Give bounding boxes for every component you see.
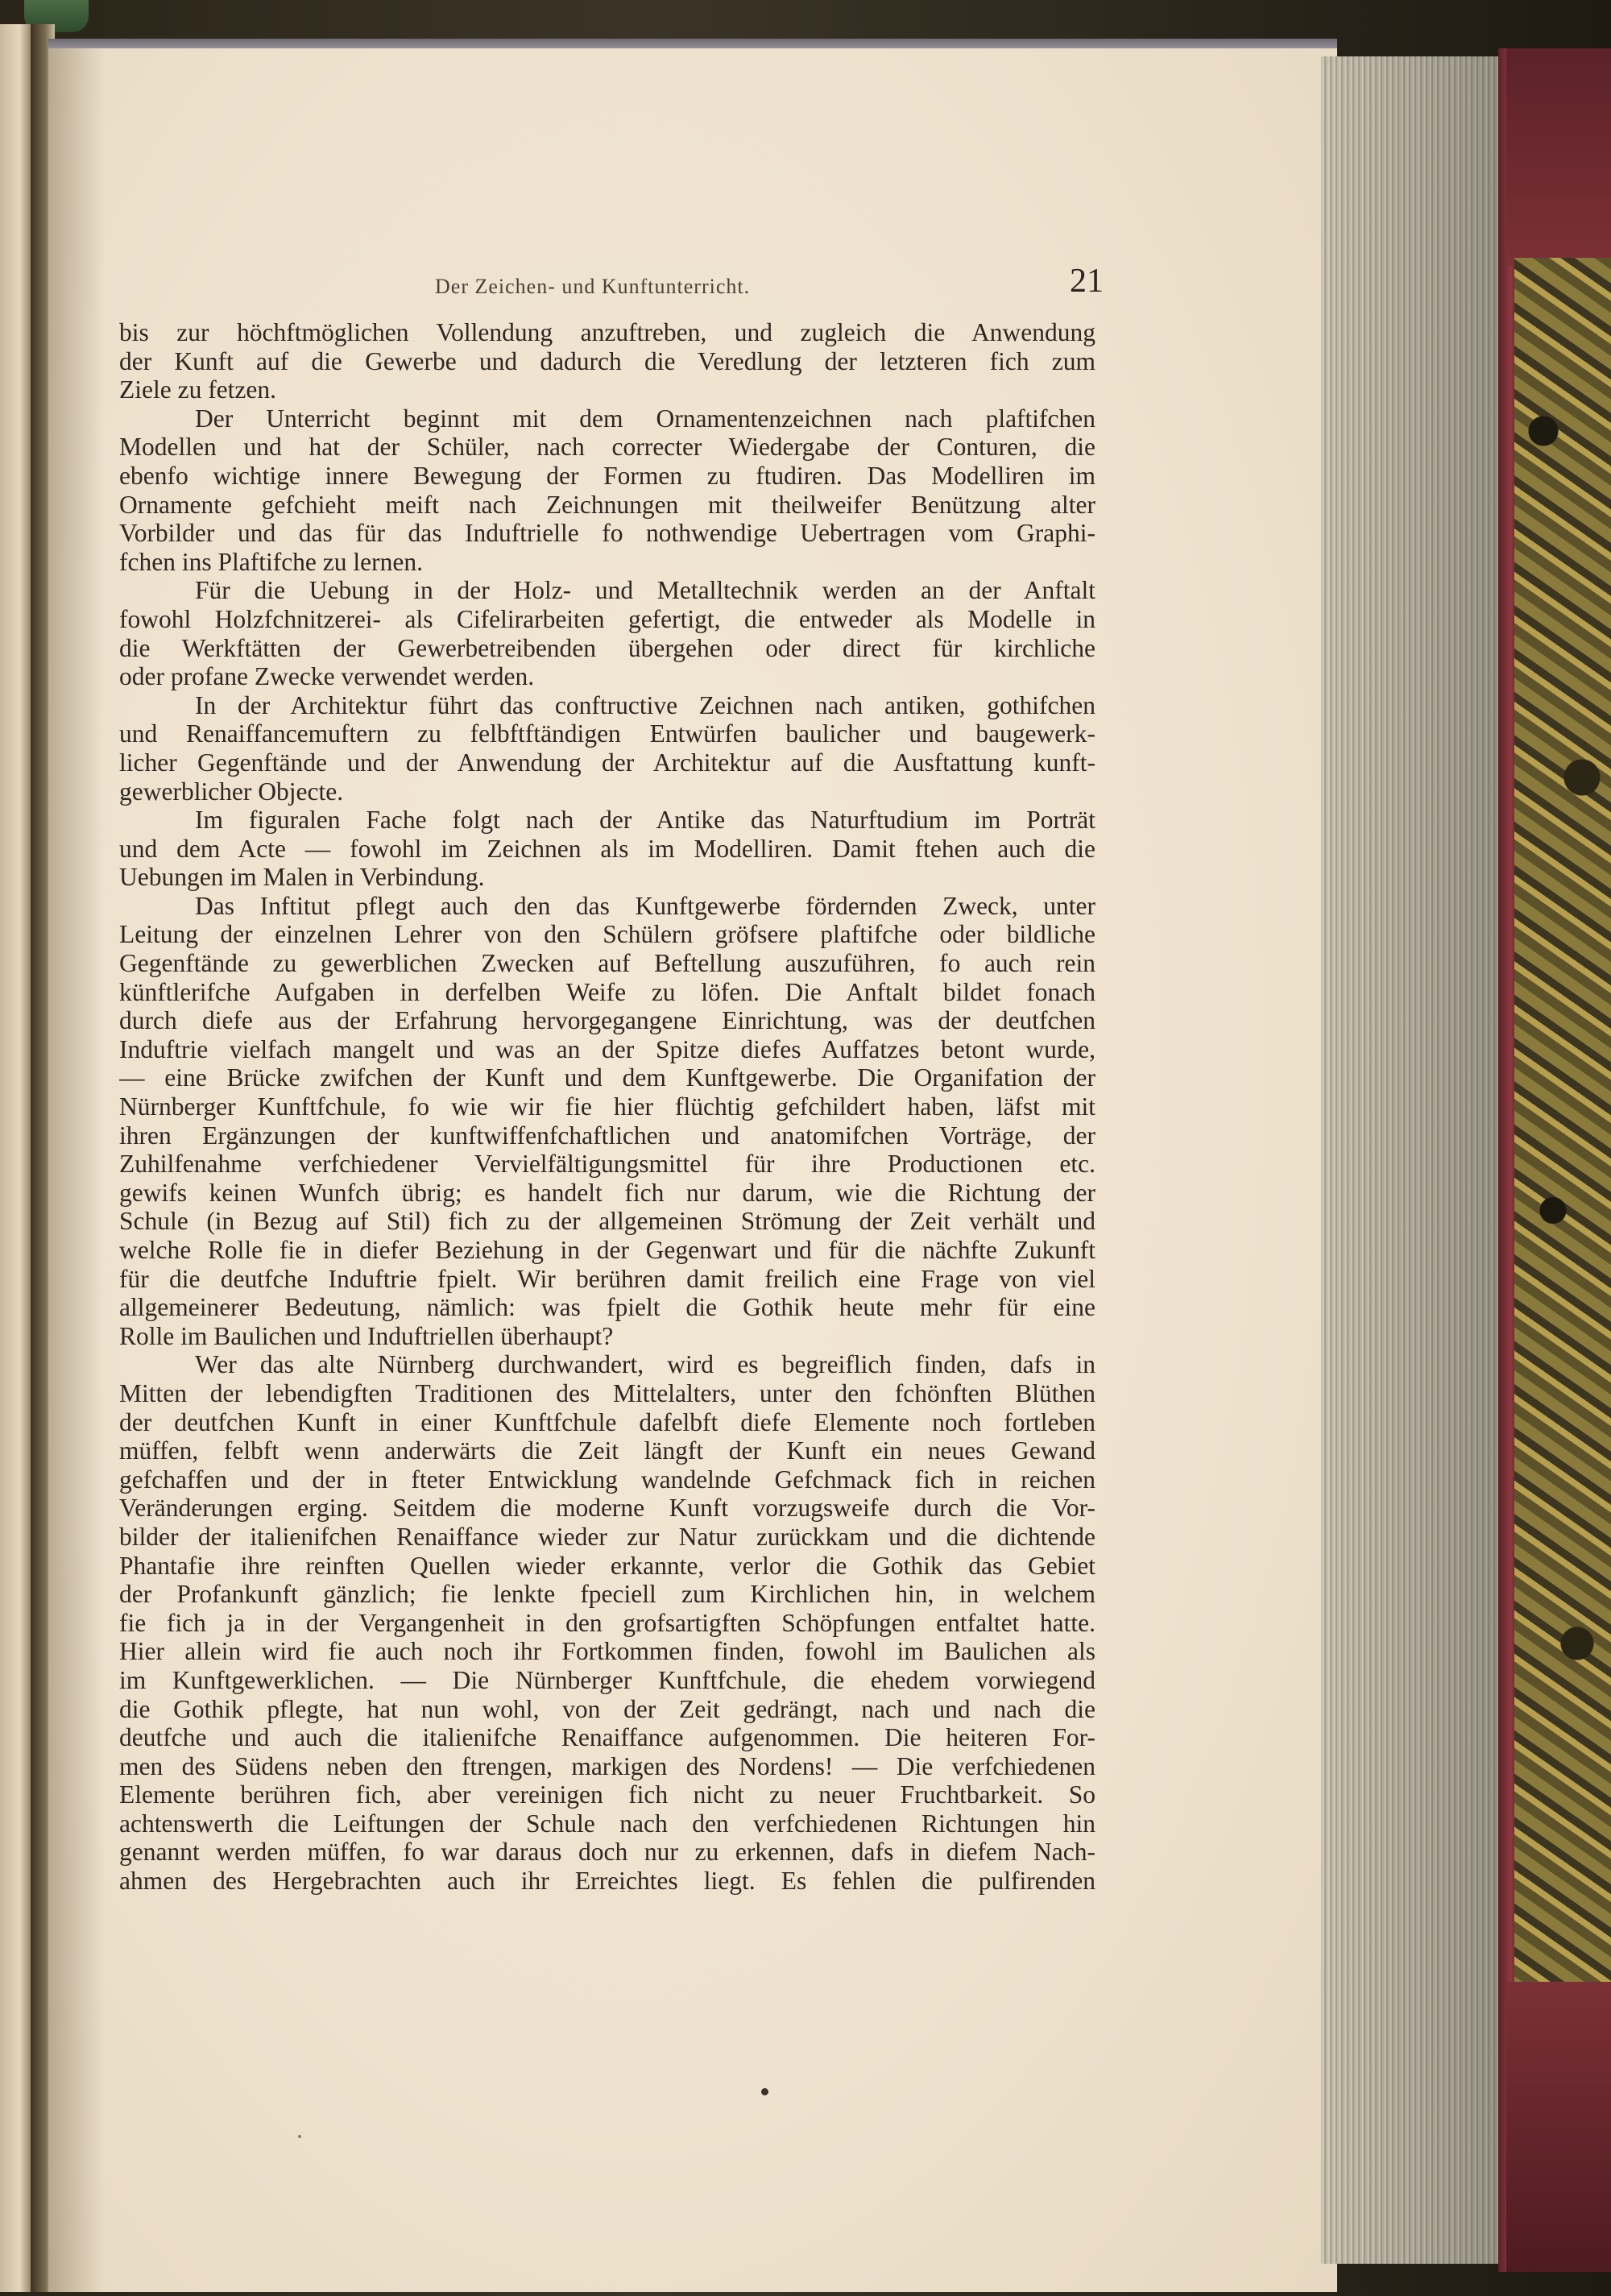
page-gutter-shade [48, 48, 105, 2292]
text-line: und dem Acte — fowohl im Zeichnen als im Modelliren. Damit ftehen auch die [119, 834, 1095, 863]
text-line: Gegenftände zu gewerblichen Zwecken auf Beftellung auszuführen, fo auch rein [119, 949, 1095, 978]
body-text [119, 318, 1095, 1896]
text-line: welche Rolle fie in diefer Beziehung in der Gegenwart und für die nächfte Zukunft [119, 1236, 1095, 1264]
text-line: Nürnberger Kunftfchule, fo wie wir fie hier flüchtig gefchildert haben, läfst mit [119, 1092, 1095, 1121]
text-line: durch diefe aus der Erfahrung hervorgegangene Einrichtung, was der deutfchen [119, 1006, 1095, 1035]
text-line: Ziele zu fetzen. [119, 375, 276, 404]
text-line: deutfche und auch die italienifche Renaiffance aufgenommen. Die heiteren For- [119, 1723, 1095, 1752]
text-line: Für die Uebung in der Holz- und Metalltechnik werden an der Anftalt [195, 576, 1095, 605]
paper-speck [298, 2135, 301, 2138]
text-line: künftlerifche Aufgaben in derfelben Weife zu löfen. Die Anftalt bildet fonach [119, 977, 1095, 1006]
text-line: bilder der italienifchen Renaiffance wieder zur Natur zurückkam und die dichtende [119, 1522, 1095, 1551]
text-line: Modellen und hat der Schüler, nach correcter Wiedergabe der Conturen, die [119, 433, 1095, 462]
text-line: achtenswerth die Leiftungen der Schule nach den verfchiedenen Richtungen hin [119, 1809, 1095, 1838]
text-line: men des Südens neben den ftrengen, markigen des Nordens! — Die verfchiedenen [119, 1751, 1095, 1780]
text-line: Uebungen im Malen in Verbindung. [119, 863, 485, 892]
text-line: der Kunft auf die Gewerbe und dadurch die Veredlung der letzteren fich zum [119, 346, 1095, 375]
text-line: licher Gegenftände und der Anwendung der Architektur auf die Ausftattung kunft- [119, 748, 1095, 777]
text-line: fchen ins Plaftifche zu lernen. [119, 547, 423, 576]
text-line: gewerblicher Objecte. [119, 777, 344, 806]
text-line: Ornamente gefchieht meift nach Zeichnungen mit theilweifer Benützung alter [119, 490, 1095, 519]
text-line: Schule (in Bezug auf Stil) fich zu der allgemeinen Strömung der Zeit verhält und [119, 1207, 1095, 1236]
text-line: Im figuralen Fache folgt nach der Antike das Naturftudium im Porträt [195, 806, 1095, 835]
text-line: Leitung der einzelnen Lehrer von den Schülern gröfsere plaftifche oder bildliche [119, 920, 1095, 949]
text-line: gewifs keinen Wunfch übrig; es handelt fich nur darum, wie die Richtung der [119, 1178, 1095, 1207]
text-line: Zuhilfenahme verfchiedener Vervielfältigungsmittel für ihre Productionen etc. [119, 1150, 1095, 1179]
text-line: ebenfo wichtige innere Bewegung der Formen zu ftudiren. Das Modelliren im [119, 461, 1095, 490]
text-line: ihren Ergänzungen der kunftwiffenfchaftlichen und anatomifchen Vorträge, der [119, 1121, 1095, 1150]
page-number: 21 [1070, 263, 1104, 300]
facing-page-edge [0, 24, 32, 2292]
text-line: ahmen des Hergebrachten auch ihr Erreichtes liegt. Es fehlen die pulfirenden [119, 1867, 1095, 1896]
cover-leather-top [1506, 48, 1611, 266]
text-line: im Kunftgewerklichen. — Die Nürnberger Kunftfchule, die ehedem vorwiegend [119, 1665, 1095, 1694]
text-line: die Gothik pflegte, hat nun wohl, von der Zeit gedrängt, nach und nach die [119, 1694, 1095, 1723]
text-line: für die deutfche Induftrie fpielt. Wir berühren damit freilich eine Frage von viel [119, 1264, 1095, 1293]
text-line: der Profankunft gänzlich; fie lenkte fpeciell zum Kirchlichen hin, in welchem [119, 1580, 1095, 1609]
text-line: Hier allein wird fie auch noch ihr Fortkommen finden, fowohl im Baulichen als [119, 1637, 1095, 1666]
text-line: Das Inftitut pflegt auch den das Kunftgewerbe fördernden Zweck, unter [195, 891, 1095, 920]
page-header [113, 262, 1104, 310]
text-line: Induftrie vielfach mangelt und was an der Spitze diefes Auffatzes betont wurde, [119, 1034, 1095, 1063]
cover-leather-bottom [1506, 1982, 1611, 2272]
text-line: Veränderungen erging. Seitdem die moderne Kunft vorzugsweife durch die Vor- [119, 1494, 1095, 1523]
text-line: fowohl Holzfchnitzerei- als Cifelirarbeiten gefertigt, die entweder als Modelle in [119, 604, 1095, 633]
text-line: Vorbilder und das für das Induftrielle fo nothwendige Uebertragen vom Graphi- [119, 519, 1095, 548]
text-line: der deutfchen Kunft in einer Kunftfchule dafelbft diefe Elemente noch fortleben [119, 1407, 1095, 1436]
text-line: oder profane Zwecke verwendet werden. [119, 662, 535, 691]
ink-dot [761, 2088, 768, 2095]
text-line: die Werkftätten der Gewerbetreibenden übergehen oder direct für kirchliche [119, 633, 1095, 662]
text-line: bis zur höchftmöglichen Vollendung anzuftreben, und zugleich die Anwendung [119, 318, 1095, 346]
text-line: genannt werden müffen, fo war daraus doch nur zu erkennen, dafs in diefem Nach- [119, 1838, 1095, 1867]
marbled-cover [1514, 258, 1611, 1990]
text-line: fie fich ja in der Vergangenheit in den grofsartigften Schöpfungen entfaltet hatte. [119, 1608, 1095, 1637]
text-line: Phantafie ihre reinften Quellen wieder erkannte, verlor die Gothik das Gebiet [119, 1551, 1095, 1580]
text-line: Rolle im Baulichen und Induftriellen überhaupt? [119, 1321, 614, 1350]
text-line: Mitten der lebendigften Traditionen des Mittelalters, unter den fchönften Blüthen [119, 1378, 1095, 1407]
text-line: allgemeinerer Bedeutung, nämlich: was fpielt die Gothik heute mehr für eine [119, 1293, 1095, 1322]
text-line: — eine Brücke zwifchen der Kunft und dem Kunftgewerbe. Die Organifation der [119, 1063, 1095, 1092]
text-line: müffen, felbft wenn anderwärts die Zeit längft der Kunft ein neues Gewand [119, 1436, 1095, 1465]
text-line: Der Unterricht beginnt mit dem Ornamentenzeichnen nach plaftifchen [195, 404, 1095, 433]
page-block-shade [1321, 56, 1506, 2264]
text-line: und Renaiffancemuftern zu felbftftändigen Entwürfen baulicher und baugewerk- [119, 719, 1095, 748]
text-line: gefchaffen und der in fteter Entwicklung wandelnde Gefchmack fich in reichen [119, 1465, 1095, 1494]
text-line: Wer das alte Nürnberg durchwandert, wird es begreiflich finden, dafs in [195, 1350, 1095, 1379]
text-line: In der Architektur führt das conftructive Zeichnen nach antiken, gothifchen [195, 690, 1095, 719]
running-head: Der Zeichen- und Kunftunterricht. [435, 275, 751, 298]
text-line: Elemente berühren fich, aber vereinigen fich nicht zu neuer Fruchtbarkeit. So [119, 1780, 1095, 1809]
